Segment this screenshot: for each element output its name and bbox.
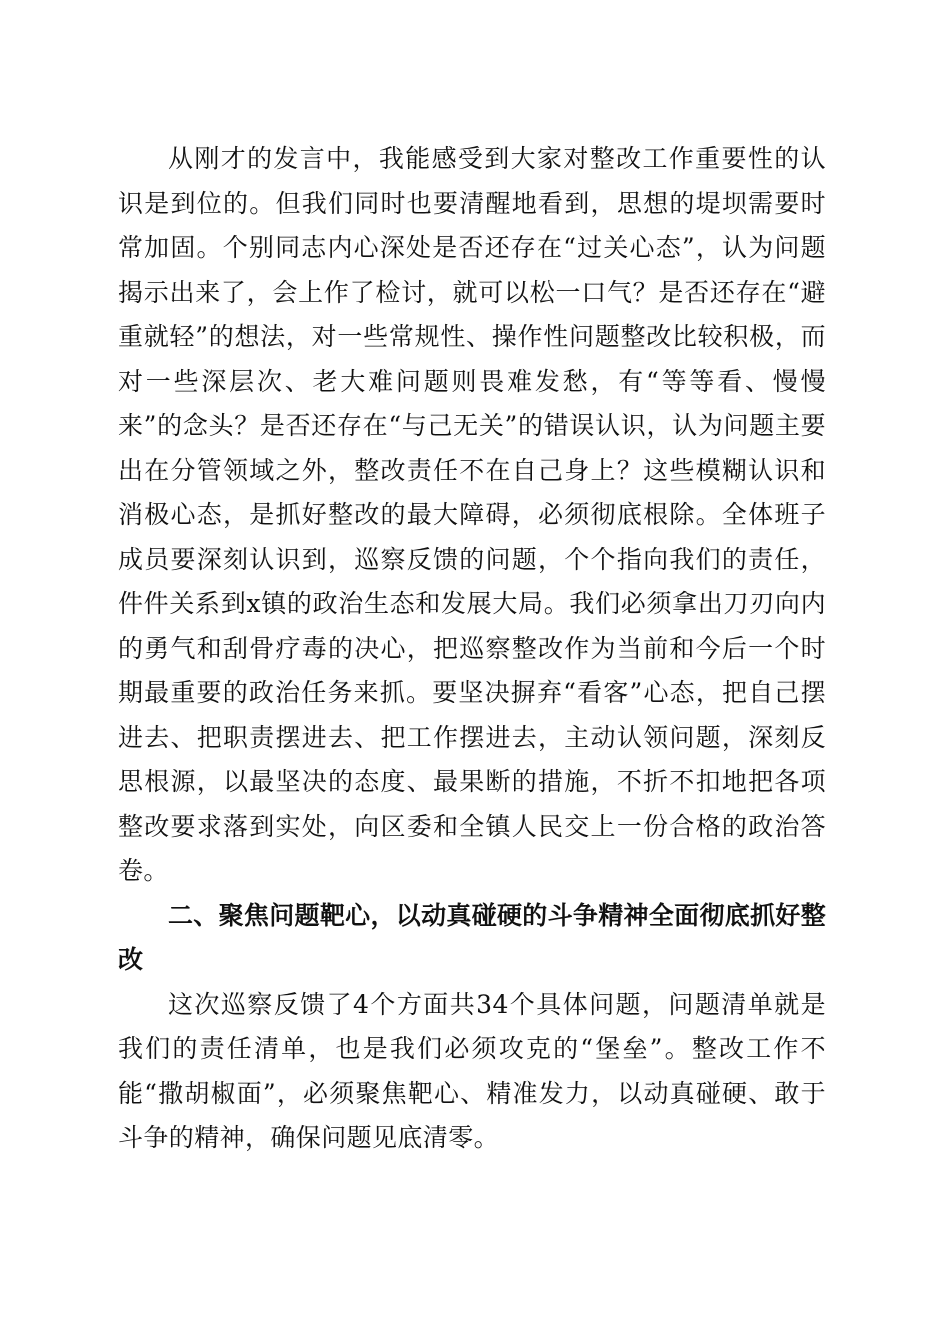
body-paragraph: 从刚才的发言中，我能感受到大家对整改工作重要性的认识是到位的。但我们同时也要清醒地看到，思想的堤坝需要时常加固。个别同志内心深处是否还存在“过关心态”，认为问题揭示出来了，会上作了检讨，就可以松一口气？是否还存在“避重就轻”的想法，对一些常规性、操作性问题整改比较积极，而对一些深层次、老大难问题则畏难发愁，有“等等看、慢慢来”的念头？是否还存在“与己无关”的错误认识，认为问题主要出在分管领域之外，整改责任不在自己身上？这些模糊认识和消极心态，是抓好整改的最大障碍，必须彻底根除。全体班子成员要深刻认识到，巡察反馈的问题，个个指向我们的责任，件件关系到x镇的政治生态和发展大局。我们必须拿出刀刃向内的勇气和刮骨疗毒的决心，把巡察整改作为当前和今后一个时期最重要的政治任务来抓。要坚决摒弃“看客”心态，把自己摆进去、把职责摆进去、把工作摆进去，主动认领问题，深刻反思根源，以最坚决的态度、最果断的措施，不折不扣地把各项整改要求落到实处，向区委和全镇人民交上一份合格的政治答卷。 bbox=[118, 144, 826, 885]
document-body bbox=[118, 137, 826, 1161]
body-paragraph: 这次巡察反馈了4个方面共34个具体问题，问题清单就是我们的责任清单，也是我们必须攻克的“堡垒”。整改工作不能“撒胡椒面”，必须聚焦靶心、精准发力，以动真碰硬、敢于斗争的精神，确保问题见底清零。 bbox=[118, 989, 826, 1152]
section-heading: 二、聚焦问题靶心，以动真碰硬的斗争精神全面彻底抓好整改 bbox=[118, 900, 826, 974]
